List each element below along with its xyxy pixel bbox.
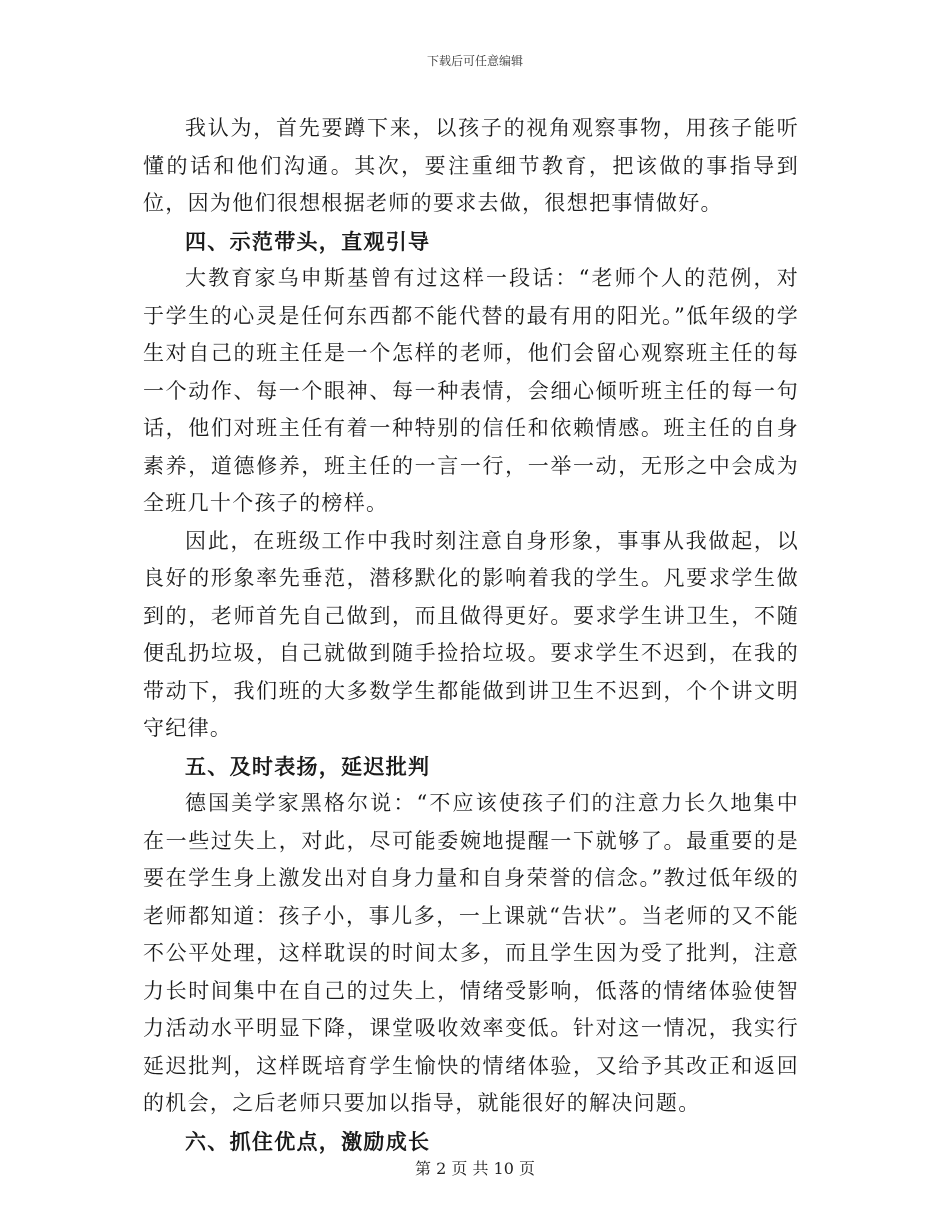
section-heading-5: 五、及时表扬，延迟批判 [185, 753, 431, 779]
section-heading-4: 四、示范带头，直观引导 [185, 228, 431, 254]
paragraph-self-example: 因此，在班级工作中我时刻注意自身形象，事事从我做起，以良好的形象率先垂范，潜移默化的影响着我的学生。凡要求学生做到的，老师首先自己做到，而且做得更好。要求学生讲卫生，不随便乱扔垃圾，自己就做到随手捡拾垃圾。要求学生不迟到，在我的带动下，我们班的大多数学生都能做到讲卫生不迟到，个个讲文明守纪律。 [143, 528, 799, 740]
document-body [143, 110, 799, 1160]
paragraph-hegel-quote: 德国美学家黑格尔说：“不应该使孩子们的注意力长久地集中在一些过失上，对此，尽可能委婉地提醒一下就够了。最重要的是要在学生身上激发出对自身力量和自身荣誉的信念。”教过低年级的老师都知道：孩子小，事儿多，一上课就“告状”。当老师的又不能不公平处理，这样耽误的时间太多，而且学生因为受了批判，注意力长时间集中在自己的过失上，情绪受影响，低落的情绪体验使智力活动水平明显下降，课堂吸收效率变低。针对这一情况，我实行延迟批判，这样既培育学生愉快的情绪体验，又给予其改正和返回的机会，之后老师只要加以指导，就能很好的解决问题。 [143, 791, 799, 1115]
page-number-footer: 第 2 页 共 10 页 [415, 1159, 535, 1178]
paragraph-intro: 我认为，首先要蹲下来，以孩子的视角观察事物，用孩子能听懂的话和他们沟通。其次，要注重细节教育，把该做的事指导到位，因为他们很想根据老师的要求去做，很想把事情做好。 [143, 116, 799, 215]
paragraph-ushinsky-quote: 大教育家乌申斯基曾有过这样一段话：“老师个人的范例，对于学生的心灵是任何东西都不能代替的最有用的阳光。”低年级的学生对自己的班主任是一个怎样的老师，他们会留心观察班主任的每一个动作、每一个眼神、每一种表情，会细心倾听班主任的每一句话，他们对班主任有着一种特别的信任和依赖情感。班主任的自身素养，道德修养，班主任的一言一行，一举一动，无形之中会成为全班几十个孩子的榜样。 [143, 266, 799, 515]
page-header-note: 下载后可任意编辑 [426, 54, 523, 68]
section-heading-6: 六、抓住优点，激励成长 [185, 1128, 431, 1154]
